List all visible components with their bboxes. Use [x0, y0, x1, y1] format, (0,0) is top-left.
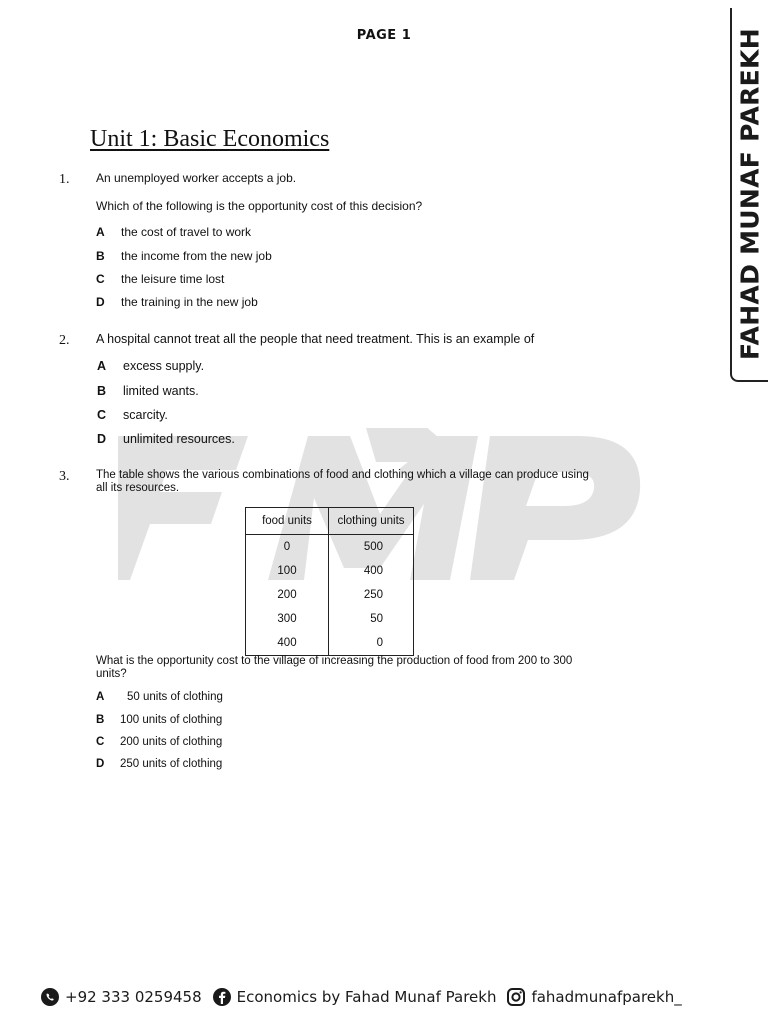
option-text: the training in the new job [121, 295, 258, 309]
option-letter: D [96, 758, 105, 770]
option-letter: C [97, 408, 107, 422]
table-cell: 500 [363, 541, 383, 553]
instagram-handle: fahadmunafparekh_ [531, 988, 682, 1006]
question-prompt-line: units? [96, 668, 127, 680]
option-text: scarcity. [123, 408, 168, 422]
table-row [246, 559, 414, 583]
option-letter: B [97, 384, 107, 398]
option-text: the cost of travel to work [121, 225, 252, 239]
option-text: 250 units of clothing [120, 758, 223, 770]
option-text: the income from the new job [121, 249, 272, 263]
option-text: 100 units of clothing [120, 714, 223, 726]
question-number: 2. [59, 333, 70, 348]
facebook-page-name: Economics by Fahad Munaf Parekh [236, 988, 497, 1006]
unit-title: Unit 1: Basic Economics [90, 126, 330, 152]
option-letter: A [96, 225, 105, 239]
option-letter: B [96, 714, 105, 726]
production-table [245, 507, 414, 656]
question-stem: A hospital cannot treat all the people that need treatment. This is an example of [96, 332, 535, 346]
option-text: excess supply. [123, 359, 205, 373]
table-cell: 300 [246, 607, 329, 631]
phone-number: +92 333 0259458 [65, 988, 202, 1006]
question-stem-line: all its resources. [96, 482, 180, 494]
option-text: unlimited resources. [123, 432, 235, 446]
option-letter: C [96, 272, 105, 286]
footer [40, 986, 738, 1008]
question-number: 3. [59, 469, 70, 484]
table-cell: 50 [370, 613, 383, 625]
side-banner [730, 8, 768, 382]
question-stem-line: The table shows the various combinations of food and clothing which a village can produce using [96, 469, 589, 481]
option-text: the leisure time lost [121, 272, 225, 286]
page-label: PAGE 1 [356, 28, 412, 43]
option-letter: A [97, 359, 107, 373]
table-cell: 100 [246, 559, 329, 583]
facebook-icon [212, 987, 232, 1007]
table-cell: 0 [376, 637, 383, 649]
option-text: 200 units of clothing [120, 736, 223, 748]
footer-phone[interactable] [40, 987, 202, 1007]
table-row [246, 631, 414, 656]
table-header: food units [246, 508, 329, 535]
question-prompt: Which of the following is the opportunity cost of this decision? [96, 199, 423, 213]
option-letter: C [96, 736, 105, 748]
table-row [246, 583, 414, 607]
option-letter: A [96, 691, 105, 703]
whatsapp-icon [40, 987, 60, 1007]
table-cell: 250 [363, 589, 383, 601]
option-letter: B [96, 249, 105, 263]
table-cell: 400 [246, 631, 329, 656]
side-banner-text: FAHAD MUNAF PAREKH [735, 28, 765, 360]
table-row [246, 607, 414, 631]
question-number: 1. [59, 172, 70, 187]
table-header: clothing units [329, 508, 414, 535]
table-row [246, 535, 414, 560]
footer-facebook[interactable] [212, 987, 497, 1007]
question-stem: An unemployed worker accepts a job. [96, 171, 297, 185]
option-text: limited wants. [123, 384, 199, 398]
option-text: 50 units of clothing [127, 691, 223, 703]
table-cell: 200 [246, 583, 329, 607]
table-cell: 400 [363, 565, 383, 577]
footer-instagram[interactable] [506, 987, 681, 1007]
option-letter: D [97, 432, 107, 446]
instagram-icon [506, 987, 526, 1007]
option-letter: D [96, 295, 105, 309]
question-prompt-line: What is the opportunity cost to the village of increasing the production of food from 200 to 300 [96, 655, 573, 667]
table-cell: 0 [246, 535, 329, 560]
